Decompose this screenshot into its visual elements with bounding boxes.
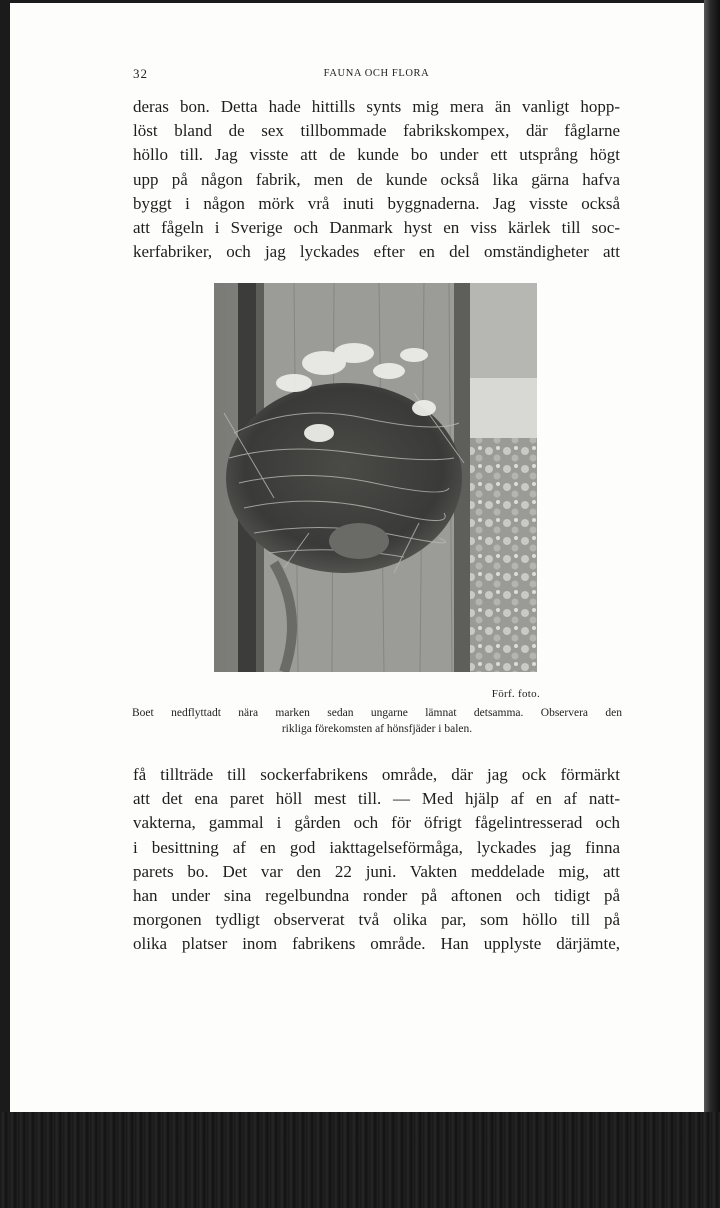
running-head <box>133 66 620 84</box>
photo-credit: Förf. foto. <box>491 688 540 700</box>
page-number: 32 <box>133 66 148 81</box>
text-line: deras bon. Detta hade hittills synts mig mera än vanligt hopp- <box>133 97 620 116</box>
scan-border-right <box>704 0 720 1208</box>
text-line: höllo till. Jag visste att de kunde bo under ett utsprång högt <box>133 145 620 165</box>
text-line: att fågeln i Sverige och Danmark hyst en viss kärlek till soc- <box>133 218 620 238</box>
running-title: FAUNA OCH FLORA <box>323 68 430 79</box>
caption-line: Boet nedflyttadt nära marken sedan ungarne lämnat detsamma. Observera den <box>132 707 622 719</box>
nest-photograph <box>214 283 537 672</box>
text-line: upp på någon fabrik, men de kunde också lika gärna hafva <box>133 169 620 189</box>
text-line: byggt i någon mörk vrå inuti byggnaderna. Jag visste också <box>133 193 620 213</box>
text-line: kerfabriker, och jag lyckades efter en del omständigheter att <box>133 242 620 262</box>
text-line: löst bland de sex tillbommade fabrikskompex, där fåglarne <box>133 121 620 141</box>
text-line: vakterna, gammal i gården och för öfrigt fågelintresserad och <box>133 813 620 833</box>
text-line: parets bo. Det var den 22 juni. Vakten meddelade mig, att <box>133 861 620 881</box>
text-line: morgonen tydligt observerat två olika par, som höllo till på <box>133 910 620 930</box>
text-line: att det ena paret höll mest till. — Med hjälp af en af natt- <box>133 789 620 809</box>
text-line: få tillträde till sockerfabrikens område, där jag ock förmärkt <box>133 765 620 784</box>
scan-border-bottom <box>0 1112 720 1208</box>
text-line: i besittning af en god iakttagelseförmåga, lyckades jag finna <box>133 837 620 857</box>
text-line: olika platser inom fabrikens område. Han upplyste därjämte, <box>133 934 620 954</box>
figure-caption <box>132 705 622 737</box>
paragraph-bottom <box>133 763 620 957</box>
paragraph-top <box>133 95 620 264</box>
text-line: han under sina regelbundna ronder på aftonen och tidigt på <box>133 886 620 906</box>
caption-line: rikliga förekomsten af hönsfjäder i balen. <box>281 723 473 735</box>
